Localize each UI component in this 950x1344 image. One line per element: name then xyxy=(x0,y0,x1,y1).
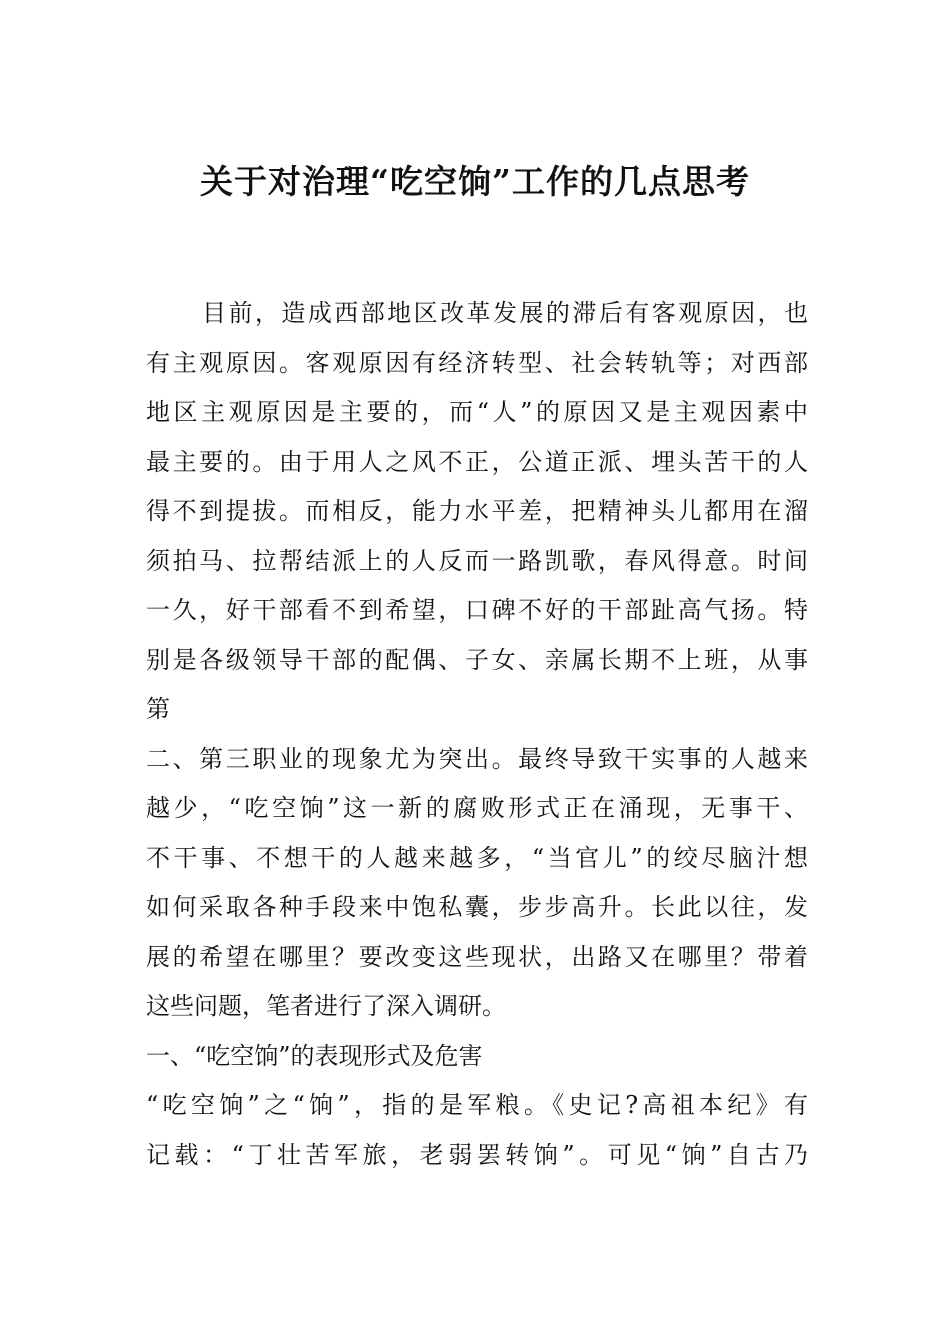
paragraph-line: 第 xyxy=(146,695,170,723)
paragraph-line: 展的希望在哪里？要改变这些现状，出路又在哪里？带着 xyxy=(146,942,808,971)
paragraph-line: “吃空饷”之“饷”，指的是军粮。《史记?高祖本纪》有 xyxy=(146,1091,808,1119)
paragraph-line: 别是各级领导干部的配偶、子女、亲属长期不上班，从事 xyxy=(146,645,808,674)
document-body xyxy=(146,289,808,1180)
paragraph-line: 不干事、不想干的人越来越多，“当官儿”的绞尽脑汁想 xyxy=(146,843,808,872)
paragraph-line: 越少，“吃空饷”这一新的腐败形式正在涌现，无事干、 xyxy=(146,794,808,822)
paragraph-line: 地区主观原因是主要的，而“人”的原因又是主观因素中 xyxy=(146,398,808,426)
paragraph-line: 如何采取各种手段来中饱私囊，步步高升。长此以往，发 xyxy=(146,893,808,921)
document-title: 关于对治理“吃空饷”工作的几点思考 xyxy=(200,162,750,201)
paragraph-line: 一久，好干部看不到希望，口碑不好的干部趾高气扬。特 xyxy=(146,596,808,624)
paragraph-line: 得不到提拔。而相反，能力水平差，把精神头儿都用在溜 xyxy=(146,497,808,525)
paragraph-line: 最主要的。由于用人之风不正，公道正派、埋头苦干的人 xyxy=(146,447,808,476)
paragraph-line: 二、第三职业的现象尤为突出。最终导致干实事的人越来 xyxy=(146,744,808,773)
section-heading: 一、“吃空饷”的表现形式及危害 xyxy=(146,1041,483,1070)
paragraph-line: 目前，造成西部地区改革发展的滞后有客观原因，也 xyxy=(202,299,808,327)
paragraph-line: 须拍马、拉帮结派上的人反而一路凯歌，春风得意。时间 xyxy=(146,546,808,575)
paragraph-line: 这些问题，笔者进行了深入调研。 xyxy=(146,992,506,1020)
paragraph-line: 记载：“丁壮苦军旅，老弱罢转饷”。可见“饷”自古乃 xyxy=(146,1140,808,1169)
paragraph-line: 有主观原因。客观原因有经济转型、社会转轨等；对西部 xyxy=(146,348,808,377)
